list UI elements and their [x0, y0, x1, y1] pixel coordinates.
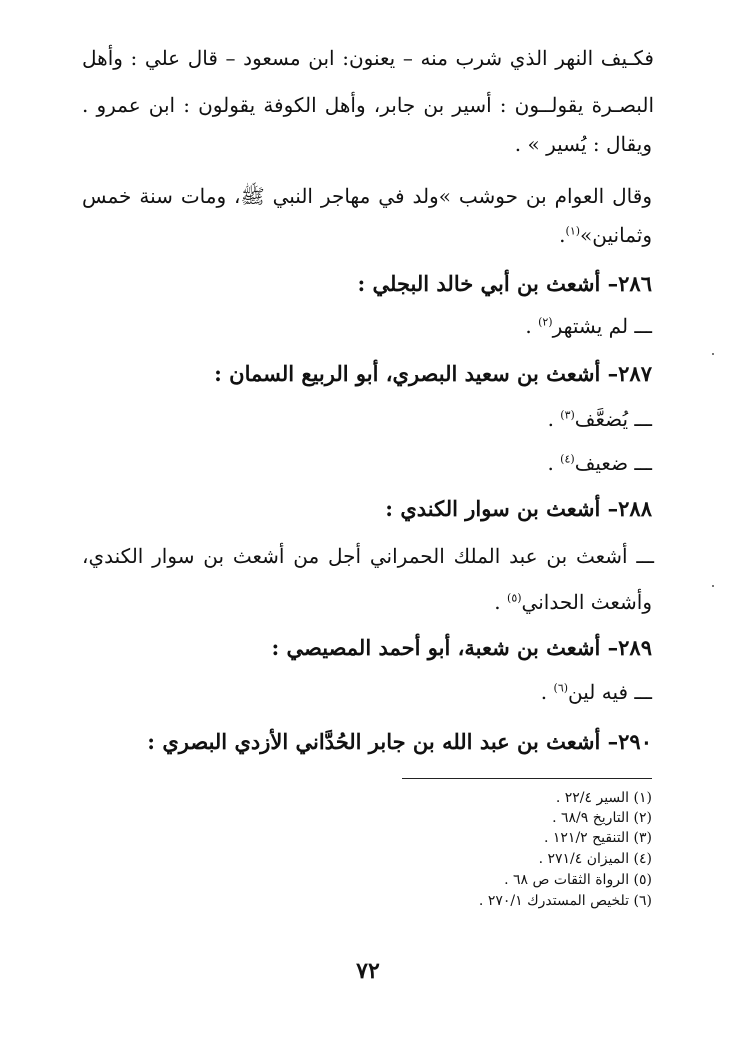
paragraph-line [559, 221, 652, 249]
entry-quote [541, 678, 652, 706]
entry-heading-287: ٢٨٧– أشعث بن سعيد البصري، أبو الربيع السمان : [214, 361, 652, 386]
entry-heading-289: ٢٨٩– أشعث بن شعبة، أبو أحمد المصيصي : [271, 635, 652, 660]
quote-text: ـــ فيه لين [568, 680, 652, 704]
footnote-ref[interactable]: (٤) [560, 452, 575, 466]
paragraph-line: وقال العوام بن حوشب »ولد في مهاجر النبي ﷺ، ومات سنة خمس [82, 184, 652, 208]
quote-text: وثمانين» [580, 223, 652, 247]
quote-end: . [559, 223, 566, 247]
entry-quote [547, 449, 652, 477]
entry-quote [548, 405, 652, 433]
quote-text: وأشعث الحداني [521, 590, 652, 614]
scan-speck [712, 353, 714, 355]
entry-heading-288: ٢٨٨– أشعث بن سوار الكندي : [385, 496, 652, 521]
quote-end: . [525, 314, 539, 338]
footnote-divider [402, 778, 652, 779]
quote-text: ـــ لم يشتهر [552, 314, 652, 338]
quote-end: . [494, 590, 508, 614]
paragraph-line: فكـيف النهر الذي شرب منه – يعنون: ابن مسعود – قال علي : وأهل [82, 46, 654, 70]
quote-end: . [547, 451, 561, 475]
quote-end: . [540, 680, 554, 704]
entry-quote [525, 312, 652, 340]
footnote-ref[interactable]: (٥) [507, 591, 522, 605]
paragraph-line: ويقال : يُسير » . [514, 132, 652, 156]
footnote: (٤) الميزان ٢٧١/٤ . [538, 851, 652, 867]
entry-heading-290: ٢٩٠– أشعث بن عبد الله بن جابر الحُدَّاني الأزدي البصري : [147, 729, 652, 754]
entry-quote [494, 588, 652, 616]
footnote-ref[interactable]: (١) [565, 224, 581, 238]
entry-heading-286: ٢٨٦– أشعث بن أبي خالد البجلي : [357, 271, 652, 296]
footnote: (٥) الرواة الثقات ص ٦٨ . [504, 872, 652, 888]
footnote: (١) السير ٢٢/٤ . [555, 790, 652, 806]
quote-text: ـــ يُضعَّف [574, 407, 652, 431]
scan-speck [712, 585, 714, 587]
footnote-ref[interactable]: (٣) [560, 408, 575, 422]
footnote: (٢) التاريخ ٦٨/٩ . [552, 810, 652, 826]
footnote: (٣) التنقيح ١٢١/٢ . [543, 830, 652, 846]
footnote-ref[interactable]: (٢) [538, 315, 553, 329]
quote-end: . [547, 407, 561, 431]
footnote-ref[interactable]: (٦) [553, 681, 569, 695]
paragraph-line: البصـرة يقولــون : أسير بن جابر، وأهل الكوفة يقولون : ابن عمرو . [82, 93, 654, 117]
footnote: (٦) تلخيص المستدرك ٢٧٠/١ . [478, 893, 652, 909]
page-number: ٧٢ [356, 958, 380, 984]
quote-text: ـــ ضعيف [574, 451, 652, 475]
entry-quote: ـــ أشعث بن عبد الملك الحمراني أجل من أشعث بن سوار الكندي، [82, 544, 654, 568]
